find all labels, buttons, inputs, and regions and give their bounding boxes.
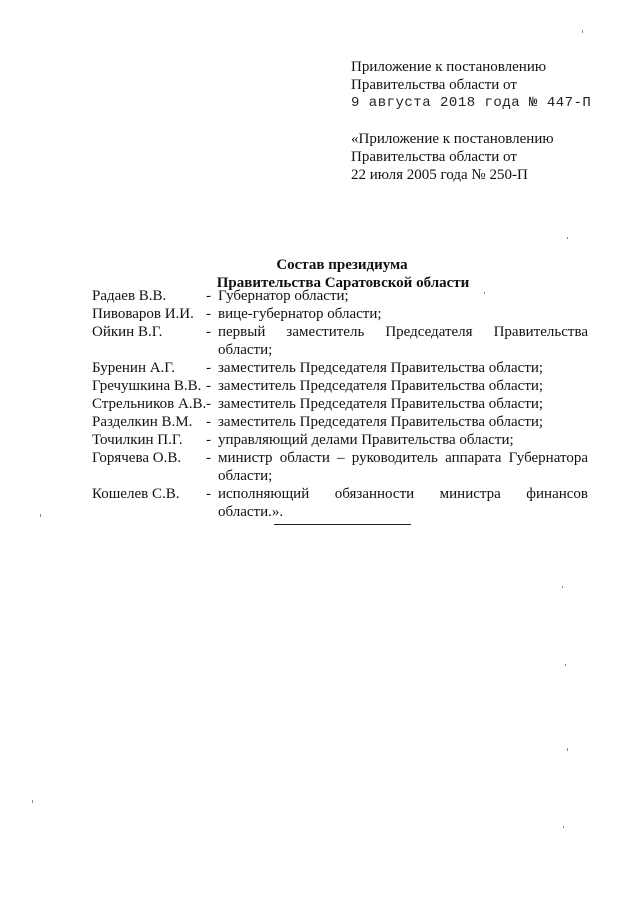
appendix-original-line3: 22 июля 2005 года № 250-П (351, 167, 528, 183)
member-dash: - (206, 288, 211, 304)
member-dash: - (206, 432, 211, 448)
appendix-original (351, 130, 554, 184)
title-line1: Состав президиума (276, 257, 408, 273)
member-row (92, 395, 588, 413)
appendix-current (351, 58, 591, 112)
appendix-current-line2: Правительства области от (351, 77, 517, 93)
member-role: управляющий делами Правительства области; (218, 432, 514, 448)
member-name: Точилкин П.Г. (92, 432, 183, 448)
member-name: Разделкин В.М. (92, 414, 193, 430)
appendix-current-line1: Приложение к постановлению (351, 59, 547, 75)
scan-speck (562, 586, 563, 588)
member-name: Горячева О.В. (92, 450, 182, 466)
scan-speck (484, 292, 485, 294)
member-role: заместитель Председателя Правительства области; (218, 396, 544, 412)
scan-speck (567, 748, 568, 751)
member-name: Кошелев С.В. (92, 486, 180, 502)
member-row (92, 377, 588, 395)
scan-speck (32, 800, 33, 803)
appendix-current-line3: 9 августа 2018 года № 447-П (351, 95, 592, 111)
member-dash: - (206, 360, 211, 376)
member-role: заместитель Председателя Правительства области; (218, 360, 544, 376)
member-dash: - (206, 486, 211, 502)
member-dash: - (206, 378, 211, 394)
appendix-original-line2: Правительства области от (351, 149, 517, 165)
member-row (92, 431, 588, 449)
member-dash: - (206, 414, 211, 430)
member-row (92, 287, 588, 305)
member-name: Ойкин В.Г. (92, 324, 163, 340)
member-row (92, 323, 588, 359)
member-row (92, 485, 588, 521)
member-role: исполняющий обязанности министра финансов области.». (218, 486, 588, 520)
member-row (92, 413, 588, 431)
members-list (92, 287, 588, 521)
appendix-original-line1: «Приложение к постановлению (351, 131, 554, 147)
member-role: министр области – руководитель аппарата Губернатора области; (218, 450, 588, 484)
member-role: вице-губернатор области; (218, 306, 382, 322)
title-line2: Правительства Саратовской области (216, 275, 470, 291)
member-role: первый заместитель Председателя Правительства области; (218, 324, 588, 358)
member-role: заместитель Председателя Правительства области; (218, 414, 544, 430)
closing-separator-line (274, 524, 411, 525)
member-name: Пивоваров И.И. (92, 306, 194, 322)
scan-speck (567, 237, 568, 239)
member-name: Радаев В.В. (92, 288, 167, 304)
member-row (92, 359, 588, 377)
member-name: Буренин А.Г. (92, 360, 176, 376)
scan-speck (582, 30, 583, 33)
scan-speck (565, 664, 566, 666)
member-dash: - (206, 396, 211, 412)
member-dash: - (206, 450, 211, 466)
member-row (92, 449, 588, 485)
member-role: заместитель Председателя Правительства области; (218, 378, 544, 394)
member-dash: - (206, 324, 211, 340)
scan-speck (40, 514, 41, 517)
member-name: Стрельников А.В. (92, 396, 207, 412)
member-row (92, 305, 588, 323)
scan-speck (563, 826, 564, 828)
member-role: Губернатор области; (218, 288, 349, 304)
member-dash: - (206, 306, 211, 322)
member-name: Гречушкина В.В. (92, 378, 202, 394)
